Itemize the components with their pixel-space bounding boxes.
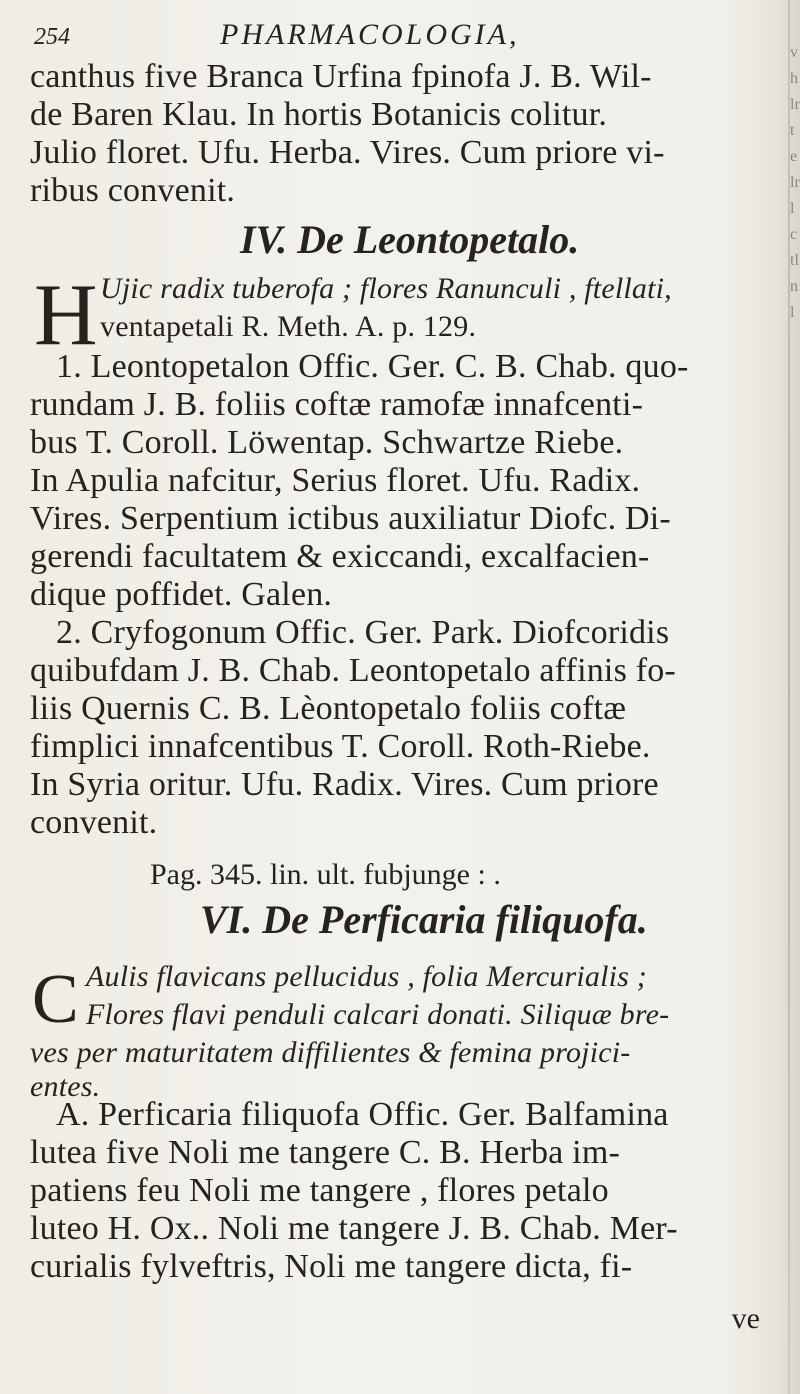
description-line: ves per maturitatem diffilientes & femina projici- — [30, 1036, 631, 1069]
addendum-note: Pag. 345. lin. ult. fubjunge : . — [150, 858, 501, 891]
page-number: 254 — [34, 24, 70, 50]
text-line: 1. Leontopetalon Offic. Ger. C. B. Chab. quo- — [56, 348, 689, 385]
facing-page-edge-text: vhlrtelrlctlnl — [790, 44, 800, 321]
page-header — [30, 18, 780, 58]
drop-cap-h: H — [34, 267, 98, 364]
description-line: entes. — [30, 1070, 101, 1103]
text-line: dique poffidet. Galen. — [30, 576, 333, 613]
entry-continuation — [30, 58, 780, 210]
leontopetalo-body — [30, 348, 780, 842]
text-line: de Baren Klau. In hortis Botanicis colitur. — [30, 96, 608, 133]
text-line: convenit. — [30, 804, 158, 841]
description-line: ventapetali R. Meth. A. p. 129. — [100, 310, 477, 343]
section-heading-leontopetalo: IV. De Leontopetalo. — [240, 217, 580, 262]
description-line: Ujic radix tuberofa ; flores Ranunculi , ftellati, — [100, 272, 672, 305]
running-head: PHARMACOLOGIA, — [220, 18, 520, 51]
text-line: liis Quernis C. B. Lèontopetalo foliis coftæ — [30, 690, 627, 727]
section-heading-perficaria: VI. De Perficaria filiquofa. — [200, 897, 648, 942]
description-line: Flores flavi penduli calcari donati. Siliquæ bre- — [86, 998, 670, 1031]
text-line: patiens feu Noli me tangere , flores petalo — [30, 1172, 609, 1209]
text-line: In Syria oritur. Ufu. Radix. Vires. Cum priore — [30, 766, 659, 803]
text-line: 2. Cryfogonum Offic. Ger. Park. Diofcoridis — [56, 614, 670, 651]
text-line: quibufdam J. B. Chab. Leontopetalo affinis fo- — [30, 652, 676, 689]
drop-cap-c: C — [32, 961, 79, 1038]
text-line: canthus five Branca Urfina fpinofa J. B. Wil- — [30, 58, 652, 95]
catchword: ve — [731, 1302, 760, 1335]
leontopetalo-description — [100, 270, 780, 346]
text-line: lutea five Noli me tangere C. B. Herba im- — [30, 1134, 620, 1171]
perficaria-description — [30, 958, 780, 1102]
description-line: Aulis flavicans pellucidus , folia Mercurialis ; — [86, 960, 647, 993]
text-line: Vires. Serpentium ictibus auxiliatur Diofc. Di- — [30, 500, 671, 537]
text-line: fimplici innafcentibus T. Coroll. Roth-Riebe. — [30, 728, 651, 765]
text-line: ribus convenit. — [30, 172, 236, 209]
text-line: bus T. Coroll. Löwentap. Schwartze Riebe. — [30, 424, 624, 461]
text-line: gerendi facultatem & exiccandi, excalfacien- — [30, 538, 650, 575]
text-line: A. Perficaria filiquofa Offic. Ger. Balfamina — [56, 1096, 669, 1133]
text-line: Julio floret. Ufu. Herba. Vires. Cum priore vi- — [30, 134, 665, 171]
text-line: rundam J. B. foliis coftæ ramofæ innafcenti- — [30, 386, 644, 423]
text-line: luteo H. Ox.. Noli me tangere J. B. Chab. Mer- — [30, 1210, 678, 1247]
text-line: In Apulia nafcitur, Serius floret. Ufu. Radix. — [30, 462, 641, 499]
perficaria-body — [30, 1096, 780, 1286]
text-line: curialis fylveftris, Noli me tangere dicta, fi- — [30, 1248, 633, 1285]
